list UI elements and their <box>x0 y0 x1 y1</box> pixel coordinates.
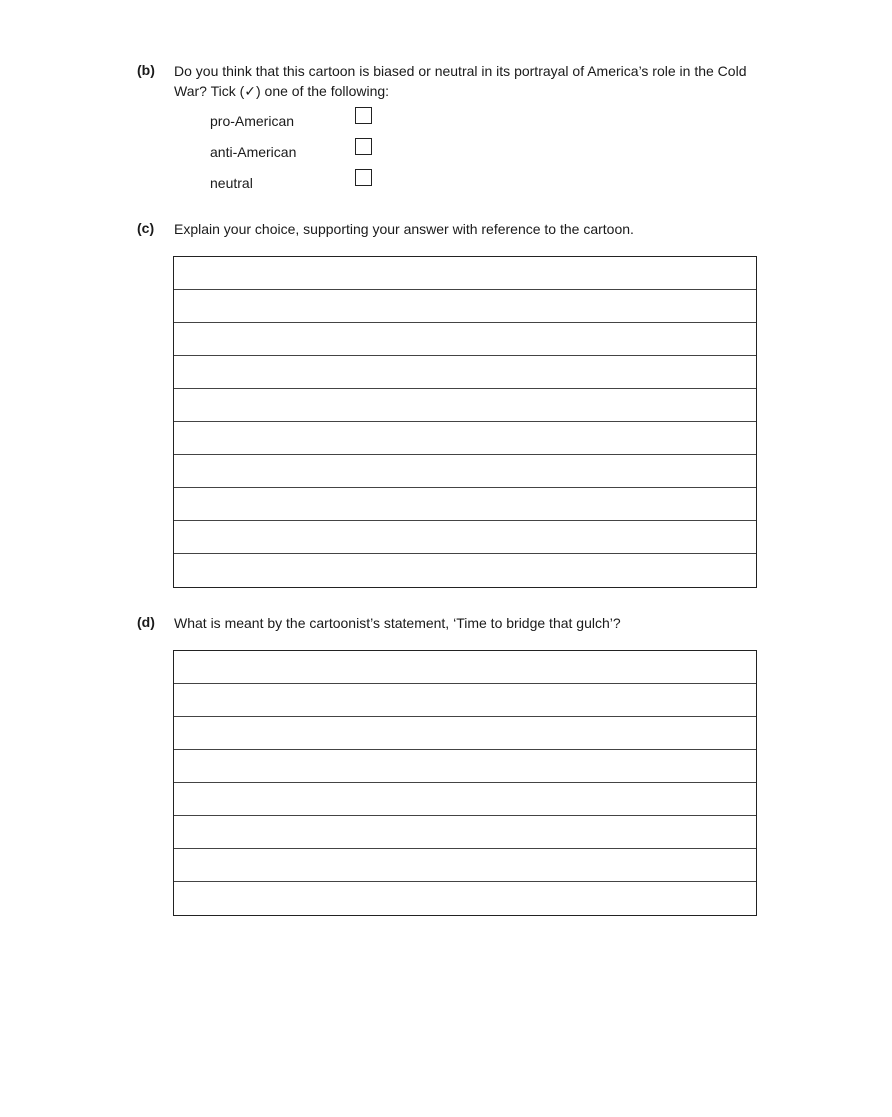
answer-line[interactable] <box>174 488 756 521</box>
answer-line[interactable] <box>174 816 756 849</box>
neutral-checkbox[interactable] <box>355 169 372 186</box>
option-anti-american-label: anti-American <box>210 144 297 160</box>
question-c-answer-box[interactable] <box>173 256 757 588</box>
answer-line[interactable] <box>174 389 756 422</box>
question-d-label: (d) <box>137 614 155 630</box>
answer-line[interactable] <box>174 849 756 882</box>
answer-line[interactable] <box>174 554 756 587</box>
question-c-text: Explain your choice, supporting your answer with reference to the cartoon. <box>174 221 634 237</box>
answer-line[interactable] <box>174 290 756 323</box>
answer-line[interactable] <box>174 684 756 717</box>
anti-american-checkbox[interactable] <box>355 138 372 155</box>
answer-line[interactable] <box>174 257 756 290</box>
question-b-text: Do you think that this cartoon is biased or neutral in its portrayal of America’s role in the Cold War? Tick (✓) one of the following: <box>174 63 747 99</box>
option-neutral-label: neutral <box>210 175 253 191</box>
answer-line[interactable] <box>174 323 756 356</box>
answer-line[interactable] <box>174 717 756 750</box>
question-d-text: What is meant by the cartoonist’s statement, ‘Time to bridge that gulch’? <box>174 615 621 631</box>
question-b-label: (b) <box>137 62 155 78</box>
answer-line[interactable] <box>174 356 756 389</box>
question-c-label: (c) <box>137 220 155 236</box>
answer-line[interactable] <box>174 783 756 816</box>
pro-american-checkbox[interactable] <box>355 107 372 124</box>
question-d-answer-box[interactable] <box>173 650 757 916</box>
option-pro-american-label: pro-American <box>210 113 295 129</box>
answer-line[interactable] <box>174 455 756 488</box>
answer-line[interactable] <box>174 882 756 915</box>
answer-line[interactable] <box>174 750 756 783</box>
answer-line[interactable] <box>174 422 756 455</box>
answer-line[interactable] <box>174 521 756 554</box>
answer-line[interactable] <box>174 651 756 684</box>
